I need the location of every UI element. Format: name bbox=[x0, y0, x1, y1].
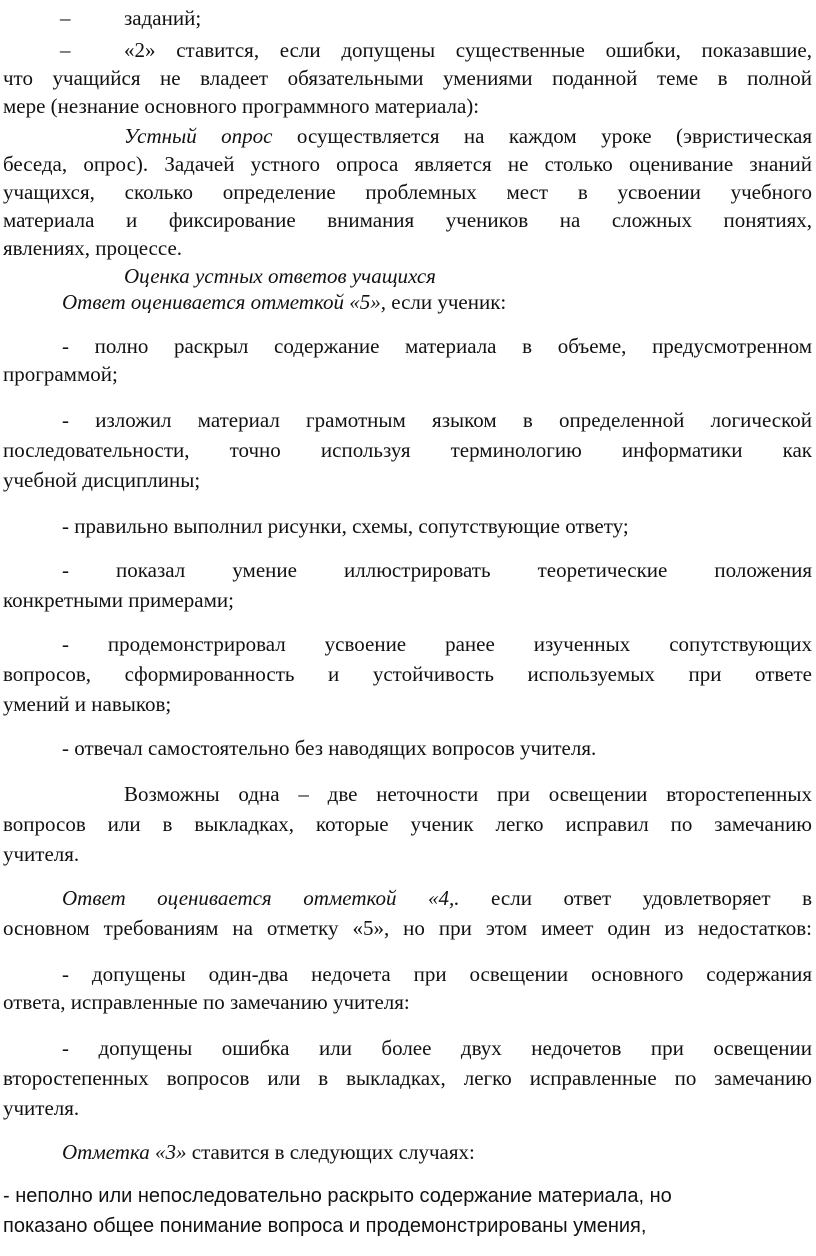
text-span: ставится в следующих случаях: bbox=[186, 1140, 475, 1164]
criterion-line: - отвечал самостоятельно без наводящих вопросов учителя. bbox=[62, 736, 597, 760]
section-heading bbox=[124, 262, 436, 290]
text-line: учебной дисциплины; bbox=[3, 468, 201, 492]
text-line: второстепенных вопросов или в выкладках, легко исправленные по замечанию bbox=[3, 1066, 812, 1090]
criterion-line: - продемонстрировал усвоение ранее изученных сопутствующих bbox=[62, 632, 812, 656]
text-line: программой; bbox=[3, 362, 118, 386]
italic-term: Устный опрос bbox=[124, 124, 273, 148]
text-line: явлениях, процессе. bbox=[3, 236, 183, 260]
criterion-line: - правильно выполнил рисунки, схемы, сопутствующие ответу; bbox=[62, 514, 629, 538]
text-line: ответа, исправленные по замечанию учителя: bbox=[3, 990, 410, 1014]
italic-heading: Оценка устных ответов учащихся bbox=[124, 264, 436, 288]
text-line: мере (незнание основного программного материала): bbox=[3, 94, 480, 118]
text-line: что учащийся не владеет обязательными умениями поданной теме в полной bbox=[3, 66, 812, 90]
criterion-line: - показал умение иллюстрировать теоретические положения bbox=[62, 558, 812, 582]
text-line: конкретными примерами; bbox=[3, 588, 234, 612]
text-line: вопросов, сформированность и устойчивость используемых при ответе bbox=[3, 662, 812, 686]
criterion-line: - допущены один-два недочета при освещении основного содержания bbox=[62, 962, 812, 986]
grade-four-intro bbox=[62, 884, 812, 912]
grade-three-intro bbox=[62, 1138, 475, 1166]
text-line: «2» ставится, если допущены существенные ошибки, показавшие, bbox=[124, 38, 812, 62]
italic-term: Ответ оценивается отметкой «4,. bbox=[62, 886, 460, 910]
text-line: учителя. bbox=[3, 1096, 80, 1120]
text-span: осуществляется на каждом уроке (эвристическая bbox=[272, 124, 812, 148]
text-line: вопросов или в выкладках, которые ученик легко исправил по замечанию bbox=[3, 812, 812, 836]
text-line: умений и навыков; bbox=[3, 692, 172, 716]
paragraph-first-line: Возможны одна – две неточности при освещении второстепенных bbox=[124, 782, 812, 806]
criterion-line: - изложил материал грамотным языком в определенной логической bbox=[62, 408, 812, 432]
text-line: показано общее понимание вопроса и продемонстрированы умения, bbox=[3, 1215, 647, 1237]
grade-five-intro bbox=[62, 288, 506, 316]
list-dash: – bbox=[60, 38, 71, 62]
text-span: если ответ удовлетворяет в bbox=[459, 886, 812, 910]
italic-term: Ответ оценивается отметкой «5», bbox=[62, 290, 386, 314]
text-line: основном требованиям на отметку «5», но при этом имеет один из недостатков: bbox=[3, 916, 812, 940]
text-line: беседа, опрос). Задачей устного опроса является не столько оценивание знаний bbox=[3, 152, 812, 176]
text-line: последовательности, точно используя терминологию информатики как bbox=[3, 438, 812, 462]
criterion-line: - неполно или непоследовательно раскрыто содержание материала, но bbox=[3, 1185, 672, 1207]
text-line: учителя. bbox=[3, 842, 80, 866]
italic-term: Отметка «3» bbox=[62, 1140, 187, 1164]
criterion-line: - допущены ошибка или более двух недочетов при освещении bbox=[62, 1036, 812, 1060]
text-line: материала и фиксирование внимания учеников на сложных понятиях, bbox=[3, 208, 812, 232]
list-dash: – bbox=[60, 6, 71, 30]
criterion-line: - полно раскрыл содержание материала в объеме, предусмотренном bbox=[62, 334, 812, 358]
paragraph-first-line bbox=[124, 122, 812, 150]
text-line: заданий; bbox=[124, 6, 202, 30]
text-span: если ученик: bbox=[385, 290, 507, 314]
text-line: учащихся, сколько определение проблемных мест в усвоении учебного bbox=[3, 180, 812, 204]
